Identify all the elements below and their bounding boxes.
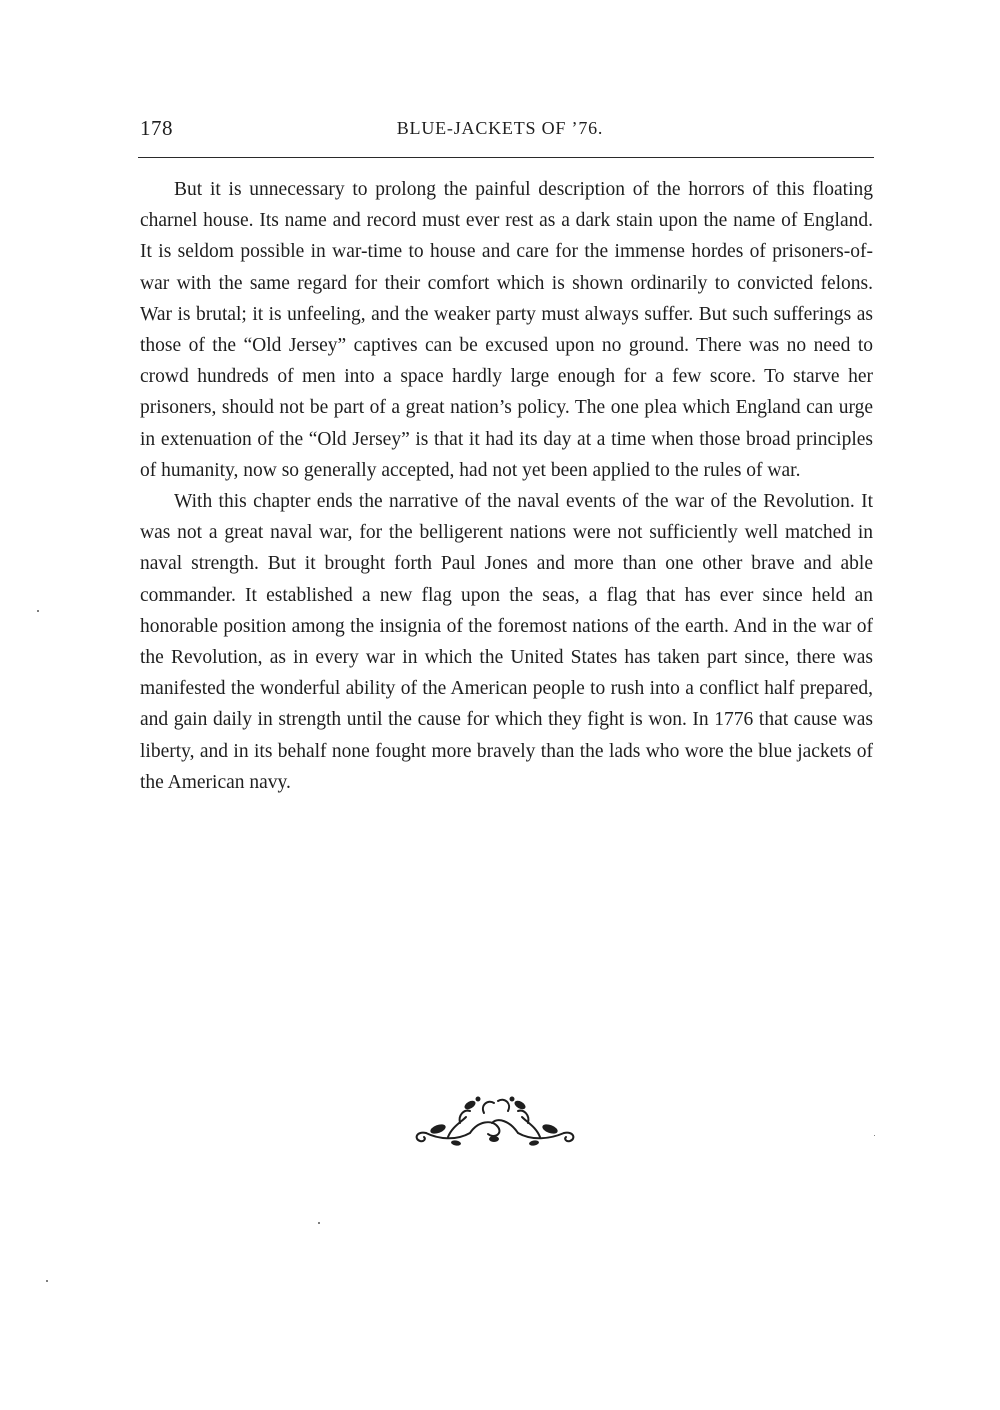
scan-speck bbox=[37, 610, 39, 612]
paragraph: With this chapter ends the narrative of the naval events of the war of the Revolution. It was not a great naval war, for the belligerent nations were not sufficiently well matched in naval strength. But it brought forth Paul Jones and more than one other brave and able commander. It established a new flag upon the seas, a flag that has ever since held an honorable position among the insignia of the foremost nations of the earth. And in the war of the Revolution, as in every war in which the United States has taken part since, there was manifested the wonderful ability of the American people to rush into a conflict half prepared, and gain daily in strength until the cause for which they fight is won. In 1776 that cause was liberty, and in its behalf none fought more bravely than the lads who wore the blue jackets of the American navy. bbox=[140, 491, 873, 793]
scan-speck bbox=[46, 1280, 48, 1282]
paragraph: But it is unnecessary to prolong the painful description of the horrors of this floating charnel house. Its name and record must ever rest as a dark stain upon the name of England. It is seldom possible in war-time to house and care for the immense hordes of prisoners-of-war with the same regard for their comfort which is shown ordinarily to convicted felons. War is brutal; it is unfeeling, and the weaker party must always suffer. But such sufferings as those of the “Old Jersey” captives can be excused upon no ground. There was no need to crowd hundreds of men into a space hardly large enough for a few score. To starve her prisoners, should not be part of a great nation’s policy. The one plea which England can urge in extenuation of the “Old Jersey” is that it had its day at a time when those broad principles of humanity, now so generally accepted, had not yet been applied to the rules of war. bbox=[140, 179, 873, 481]
scan-speck bbox=[874, 1135, 875, 1136]
running-title: BLUE-JACKETS OF ’76. bbox=[396, 118, 604, 138]
header-rule bbox=[138, 157, 874, 158]
scan-speck bbox=[318, 1222, 320, 1224]
floral-tailpiece-icon bbox=[408, 1093, 580, 1149]
page-number: 178 bbox=[140, 116, 173, 140]
body-text bbox=[140, 174, 873, 798]
